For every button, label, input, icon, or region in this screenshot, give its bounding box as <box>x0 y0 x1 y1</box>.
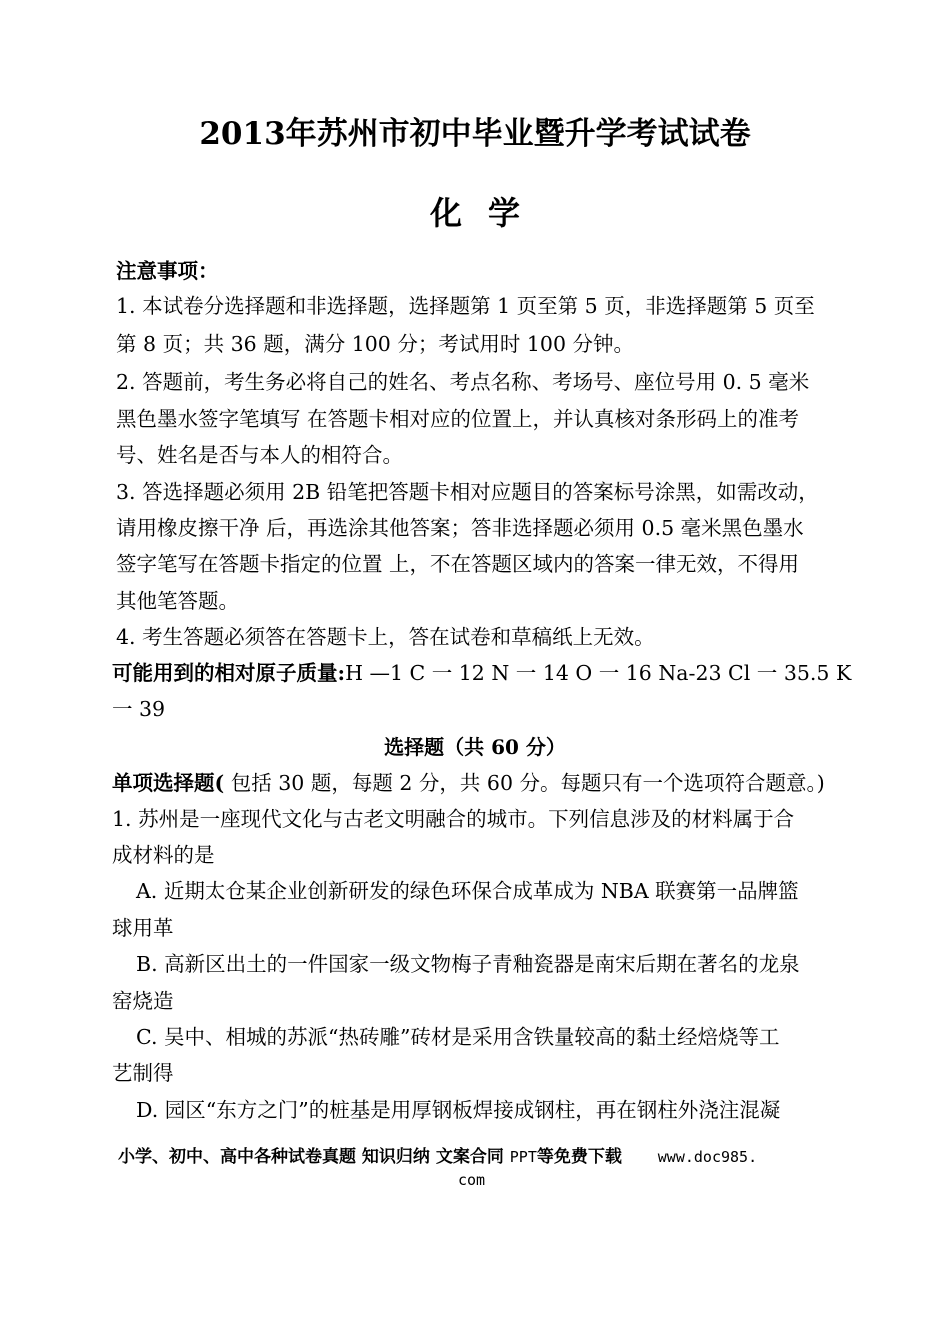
section-instruction <box>112 769 825 797</box>
atomic-mass-label: 可能用到的相对原子质量: <box>112 661 346 685</box>
footer-text: 小学、初中、高中各种试卷真题 知识归纳 文案合同 <box>118 1147 510 1167</box>
option-a-cont: 球用革 <box>112 916 174 940</box>
option-c: C. 吴中、相城的苏派“热砖雕”砖材是采用含铁量较高的黏土经焙烧等工 <box>136 1025 780 1049</box>
notes-line: 黑色墨水签字笔填写 在答题卡相对应的位置上，并认真核对条形码上的准考 <box>116 407 800 431</box>
footer-text2: 等免费下载 <box>536 1147 622 1167</box>
atomic-mass-line <box>112 659 851 687</box>
option-d: D. 园区“东方之门”的桩基是用厚钢板焊接成钢柱，再在钢柱外浇注混凝 <box>136 1098 781 1122</box>
notes-line: 签字笔写在答题卡指定的位置 上，不在答题区域内的答案一律无效，不得用 <box>116 552 800 576</box>
notes-line: 3. 答选择题必须用 2B 铅笔把答题卡相对应题目的答案标号涂黑，如需改动， <box>116 480 819 504</box>
option-b-cont: 窑烧造 <box>112 989 174 1013</box>
exam-title: 2013年苏州市初中毕业暨升学考试试卷 <box>199 116 751 152</box>
footer-ppt: PPT <box>509 1148 537 1166</box>
instruction-label: 单项选择题( <box>112 771 225 795</box>
question-stem: 成材料的是 <box>112 843 215 867</box>
notes-heading: 注意事项： <box>116 259 219 283</box>
section-title: 选择题（共 60 分） <box>384 735 566 759</box>
instruction-text: 包括 30 题，每题 2 分，共 60 分。每题只有一个选项符合题意。) <box>224 771 825 795</box>
footer-url[interactable]: www.doc985. <box>657 1148 758 1166</box>
atomic-mass-values: H —1 C 一 12 N 一 14 O 一 16 Na-23 Cl 一 35.5 K <box>345 661 852 685</box>
footer-url-cont[interactable]: com <box>458 1171 486 1189</box>
notes-line: 4. 考生答题必须答在答题卡上，答在试卷和草稿纸上无效。 <box>116 625 655 649</box>
atomic-mass-cont: 一 39 <box>112 697 166 721</box>
subject-title: 化学 <box>429 194 546 232</box>
question-stem: 1. 苏州是一座现代文化与古老文明融合的城市。下列信息涉及的材料属于合 <box>112 807 795 831</box>
notes-line: 2. 答题前，考生务必将自己的姓名、考点名称、考场号、座位号用 0. 5 毫米 <box>116 370 810 394</box>
notes-line: 其他笔答题。 <box>116 589 239 613</box>
notes-line: 号、姓名是否与本人的相符合。 <box>116 443 403 467</box>
footer-ad <box>118 1146 757 1168</box>
notes-line: 请用橡皮擦干净 后，再选涂其他答案；答非选择题必须用 0.5 毫米黑色墨水 <box>116 516 804 540</box>
notes-line: 1. 本试卷分选择题和非选择题，选择题第 1 页至第 5 页，非选择题第 5 页至 <box>116 294 815 318</box>
option-c-cont: 艺制得 <box>112 1061 174 1085</box>
notes-line: 第 8 页；共 36 题，满分 100 分；考试用时 100 分钟。 <box>116 332 635 356</box>
option-b: B. 高新区出土的一件国家一级文物梅子青釉瓷器是南宋后期在著名的龙泉 <box>136 952 800 976</box>
option-a: A. 近期太仓某企业创新研发的绿色环保合成革成为 NBA 联赛第一品牌篮 <box>136 879 799 903</box>
